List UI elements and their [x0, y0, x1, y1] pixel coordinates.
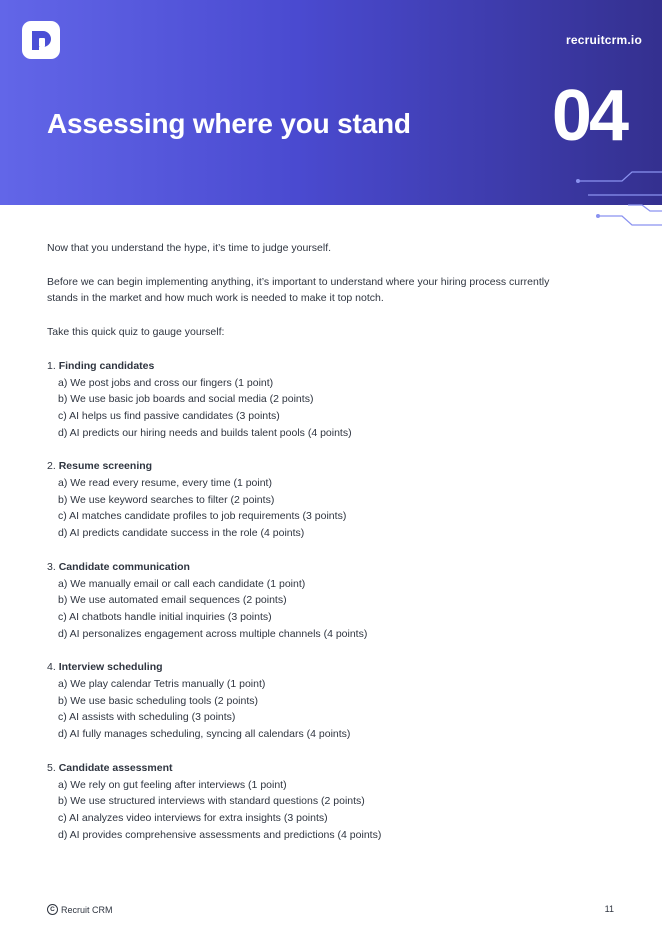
intro-paragraph-1: Now that you understand the hype, it’s time to judge yourself.: [47, 242, 332, 254]
main-content: [47, 240, 627, 843]
question-title: Resume screening: [58, 460, 153, 473]
question-number: 4.: [47, 661, 56, 674]
quiz-option: c) AI matches candidate profiles to job requirements (3 points): [58, 510, 347, 523]
question-title: Candidate assessment: [58, 761, 173, 774]
site-url: recruitcrm.io: [566, 33, 642, 47]
quiz-intro: Take this quick quiz to gauge yourself:: [47, 326, 225, 339]
recruit-crm-logo: [22, 21, 60, 59]
quiz-option: c) AI assists with scheduling (3 points): [58, 711, 236, 724]
quiz-question: [47, 760, 627, 844]
question-title: Interview scheduling: [58, 661, 163, 674]
question-title: Candidate communication: [58, 560, 190, 573]
quiz-question: [47, 659, 627, 743]
logo-mark-icon: [22, 21, 60, 59]
quiz-option: d) AI fully manages scheduling, syncing all calendars (4 points): [58, 728, 351, 741]
quiz-option: b) We use basic scheduling tools (2 points): [58, 694, 258, 707]
quiz-option: d) AI provides comprehensive assessments and predictions (4 points): [58, 828, 382, 841]
question-number: 5.: [47, 761, 56, 774]
quiz-option: b) We use keyword searches to filter (2 points): [58, 493, 275, 506]
question-number: 3.: [47, 560, 56, 573]
circuit-lines-decoration: [570, 165, 662, 229]
quiz-question: [47, 559, 627, 643]
quiz-option: c) AI chatbots handle initial inquiries (3 points): [58, 610, 272, 623]
page-number: 11: [604, 904, 614, 914]
quiz-option: b) We use structured interviews with standard questions (2 points): [58, 795, 365, 808]
header-banner: [0, 0, 662, 205]
quiz-option: c) AI analyzes video interviews for extra insights (3 points): [58, 811, 328, 824]
quiz-option: d) AI personalizes engagement across multiple channels (4 points): [58, 627, 368, 640]
footer-brand: [47, 904, 113, 915]
quiz-option: b) We use basic job boards and social media (2 points): [58, 393, 314, 406]
quiz-option: c) AI helps us find passive candidates (3 points): [58, 409, 280, 422]
chapter-number: 04: [551, 76, 626, 156]
question-title: Finding candidates: [58, 359, 155, 372]
copyright-icon: C: [47, 904, 58, 915]
quiz-option: a) We manually email or call each candidate (1 point): [58, 577, 306, 590]
intro-paragraph-2-line-2: stands in the market and how much work is needed to make it top notch.: [47, 292, 384, 305]
quiz-option: d) AI predicts candidate success in the role (4 points): [58, 527, 305, 540]
quiz-option: d) AI predicts our hiring needs and builds talent pools (4 points): [58, 426, 352, 439]
quiz-option: a) We post jobs and cross our fingers (1 point): [58, 376, 274, 389]
quiz-option: a) We play calendar Tetris manually (1 point): [58, 678, 266, 691]
question-number: 2.: [47, 460, 56, 473]
quiz-question: [47, 358, 627, 442]
question-number: 1.: [47, 359, 56, 372]
footer-brand-name: Recruit CRM: [61, 904, 113, 915]
page-title: Assessing where you stand: [47, 108, 411, 139]
quiz-question: [47, 458, 627, 542]
quiz-option: b) We use automated email sequences (2 points): [58, 594, 287, 607]
quiz-option: a) We read every resume, every time (1 point): [58, 477, 272, 490]
intro-paragraph-2-line-1: Before we can begin implementing anything, it’s important to understand where your hiring process currently: [47, 275, 550, 288]
quiz-list: [47, 358, 627, 844]
quiz-option: a) We rely on gut feeling after interviews (1 point): [58, 778, 287, 791]
